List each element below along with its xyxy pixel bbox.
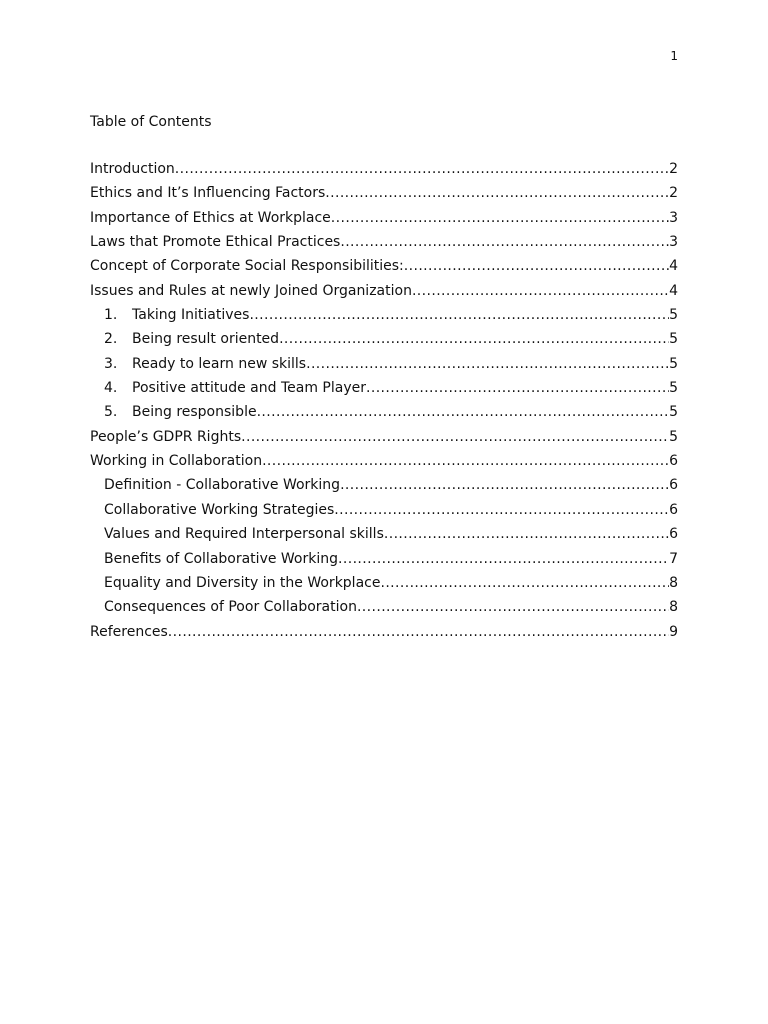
toc-entry-page: 8 xyxy=(669,599,678,616)
toc-entry[interactable] xyxy=(90,183,678,207)
toc-entry-number: 2. xyxy=(104,331,118,348)
toc-entry-page: 5 xyxy=(669,404,678,421)
toc-entry[interactable] xyxy=(90,256,678,280)
toc-entry-page: 6 xyxy=(669,526,678,543)
toc-entry-page: 5 xyxy=(669,355,678,372)
toc-entry-text: Introduction xyxy=(90,161,175,177)
toc-entry[interactable] xyxy=(90,305,678,329)
toc-entry-page: 8 xyxy=(669,574,678,591)
toc-entry-number: 4. xyxy=(104,380,118,397)
toc-dot-leader xyxy=(249,305,669,325)
toc-title: Table of Contents xyxy=(90,114,212,130)
toc-entry-text: Issues and Rules at newly Joined Organization xyxy=(90,282,412,299)
toc-entry-text: Values and Required Interpersonal skills xyxy=(104,526,384,543)
toc-entry-text: People’s GDPR Rights xyxy=(90,428,242,445)
toc-dot-leader xyxy=(338,549,669,569)
toc-entry-number: 5. xyxy=(104,404,118,421)
toc-entry[interactable] xyxy=(90,573,678,597)
toc-dot-leader xyxy=(340,475,669,495)
toc-dot-leader xyxy=(334,500,669,520)
toc-dot-leader xyxy=(384,524,669,544)
toc-entry-page: 3 xyxy=(669,234,678,251)
toc-dot-leader xyxy=(366,378,669,398)
toc-dot-leader xyxy=(306,354,669,374)
toc-entry-page: 5 xyxy=(669,380,678,397)
toc-entry-page: 3 xyxy=(669,209,678,226)
toc-entry-text: Consequences of Poor Collaboration xyxy=(104,599,357,616)
toc-entry[interactable] xyxy=(90,622,678,646)
toc-entry-text: Being responsible xyxy=(132,404,257,421)
toc-dot-leader xyxy=(257,402,670,422)
toc-entry-text: Ready to learn new skills xyxy=(132,355,307,372)
toc-dot-leader xyxy=(175,159,669,179)
page-number: 1 xyxy=(670,49,678,63)
toc-entry-page: 4 xyxy=(669,282,678,299)
toc-entry-text: Definition - Collaborative Working xyxy=(104,477,341,494)
toc-entry-page: 7 xyxy=(669,550,678,567)
toc-entry-number: 3. xyxy=(104,355,118,372)
toc-dot-leader xyxy=(412,281,669,301)
toc-entry[interactable] xyxy=(90,475,678,499)
toc-entry[interactable] xyxy=(90,281,678,305)
toc-entry-page: 5 xyxy=(669,307,678,324)
toc-entry[interactable] xyxy=(90,597,678,621)
toc-dot-leader xyxy=(380,573,669,593)
toc-entry[interactable] xyxy=(90,378,678,402)
toc-entry-text: Collaborative Working Strategies xyxy=(104,501,335,518)
toc-entry-text: Working in Collaboration xyxy=(90,453,263,470)
toc-entry-text: Positive attitude and Team Player xyxy=(132,380,366,397)
toc-list xyxy=(90,159,678,646)
toc-entry[interactable] xyxy=(90,549,678,573)
toc-entry[interactable] xyxy=(90,354,678,378)
toc-entry-page: 2 xyxy=(669,185,678,202)
toc-entry[interactable] xyxy=(90,329,678,353)
toc-entry-text: Equality and Diversity in the Workplace xyxy=(104,574,381,591)
toc-entry-page: 5 xyxy=(669,331,678,348)
toc-entry[interactable] xyxy=(90,427,678,451)
toc-entry-text: Ethics and It’s Influencing Factors xyxy=(90,185,326,202)
toc-dot-leader xyxy=(262,451,669,471)
toc-entry[interactable] xyxy=(90,232,678,256)
toc-entry-page: 2 xyxy=(669,161,678,177)
toc-entry-page: 4 xyxy=(669,258,678,275)
toc-entry-text: References xyxy=(90,623,168,640)
toc-entry-page: 6 xyxy=(669,501,678,518)
toc-dot-leader xyxy=(357,597,669,617)
toc-entry[interactable] xyxy=(90,500,678,524)
toc-dot-leader xyxy=(168,622,669,642)
toc-entry[interactable] xyxy=(90,524,678,548)
toc-dot-leader xyxy=(340,232,669,252)
toc-dot-leader xyxy=(404,256,669,276)
toc-entry-text: Benefits of Collaborative Working xyxy=(104,550,339,567)
toc-entry-page: 6 xyxy=(669,453,678,470)
toc-entry-page: 5 xyxy=(669,428,678,445)
toc-entry-number: 1. xyxy=(104,307,118,324)
toc-entry-page: 9 xyxy=(669,623,678,640)
toc-entry-text: Being result oriented xyxy=(132,331,280,348)
toc-entry-page: 6 xyxy=(669,477,678,494)
toc-entry[interactable] xyxy=(90,402,678,426)
toc-entry[interactable] xyxy=(90,159,678,183)
toc-dot-leader xyxy=(325,183,669,203)
toc-entry-text: Taking Initiatives xyxy=(132,307,250,324)
toc-dot-leader xyxy=(331,208,669,228)
toc-entry-text: Importance of Ethics at Workplace xyxy=(90,209,331,226)
toc-dot-leader xyxy=(279,329,669,349)
toc-entry-text: Laws that Promote Ethical Practices xyxy=(90,234,341,251)
toc-entry[interactable] xyxy=(90,451,678,475)
toc-dot-leader xyxy=(241,427,669,447)
toc-entry[interactable] xyxy=(90,208,678,232)
toc-entry-text: Concept of Corporate Social Responsibilities: xyxy=(90,258,404,275)
